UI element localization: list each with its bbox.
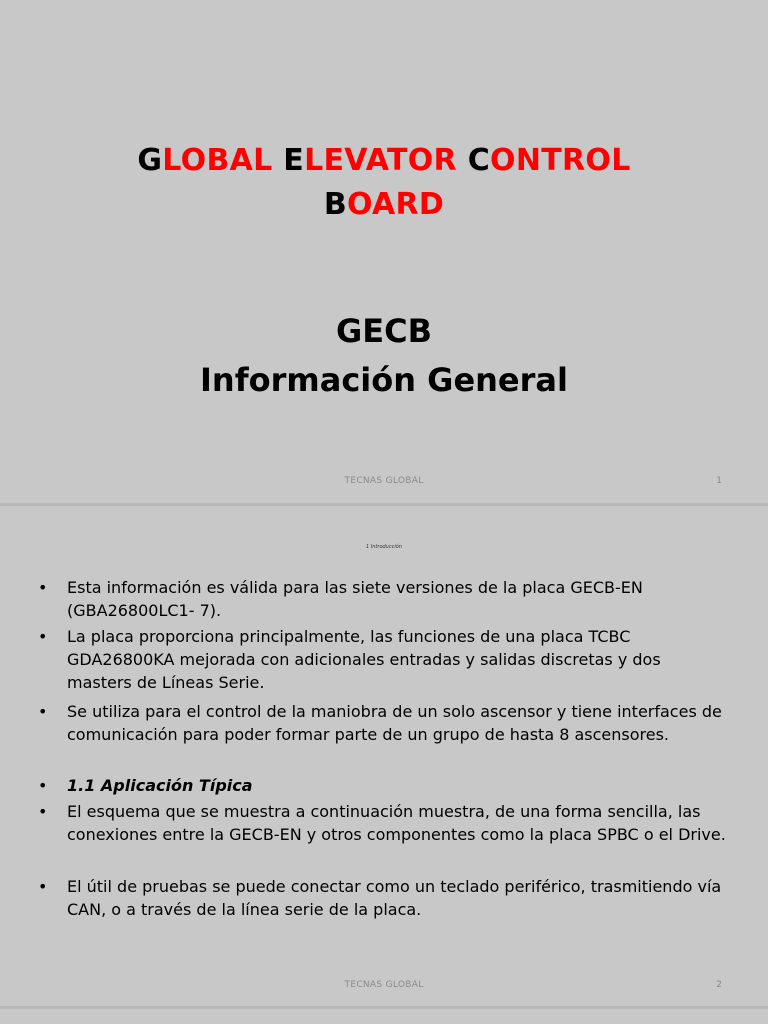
bullet-text: La placa proporciona principalmente, las funciones de una placa TCBC GDA26800KA mejorada con adicionales entradas y salidas discretas y dos masters de Líneas Serie. <box>67 627 661 692</box>
title-letter-g: G <box>137 143 163 178</box>
title-letter-c: C <box>467 143 491 178</box>
bullet-text: Esta información es válida para las siete versiones de la placa GECB-EN (GBA26800LC1- 7). <box>67 578 643 620</box>
bullet-text-subheading: 1.1 Aplicación Típica <box>67 776 253 795</box>
slide-2 <box>0 506 768 1006</box>
title-word-levator: LEVATOR <box>304 143 468 178</box>
title-letter-b: B <box>323 187 348 222</box>
footer-text: TECNAS GLOBAL <box>344 980 424 990</box>
subtitle-gecb: GECB <box>336 312 432 350</box>
slide-1 <box>0 0 768 503</box>
title-word-ontrol: ONTROL <box>490 143 631 178</box>
bullet-text: El esquema que se muestra a continuación muestra, de una forma sencilla, las conexiones entre la GECB-EN y otros componentes como la placa SPBC o el Drive. <box>67 802 726 844</box>
bullet-text: El útil de pruebas se puede conectar como un teclado periférico, trasmitiendo vía CAN, o a través de la línea serie de la placa. <box>67 877 722 919</box>
bullet-symbol: • <box>38 578 48 597</box>
slide-3-partial <box>0 1009 768 1024</box>
title-word-oard: OARD <box>347 187 445 222</box>
bullet-text: Se utiliza para el control de la maniobra de un solo ascensor y tiene interfaces de comunicación para poder formar parte de un grupo de hasta 8 ascensores. <box>67 702 722 744</box>
subtitle-informacion-general: Información General <box>200 361 568 399</box>
bullet-symbol: • <box>38 702 48 721</box>
title-word-lobal: LOBAL <box>162 143 284 178</box>
page-number: 1 <box>716 476 722 486</box>
slide-heading: 1 Introducción <box>366 544 402 550</box>
footer-text: TECNAS GLOBAL <box>344 476 424 486</box>
bullet-symbol: • <box>38 776 48 795</box>
title-line-1 <box>0 143 768 178</box>
bullet-symbol: • <box>38 627 48 646</box>
bullet-symbol: • <box>38 802 48 821</box>
page-number: 2 <box>716 980 722 990</box>
title-letter-e: E <box>283 143 305 178</box>
bullet-symbol: • <box>38 877 48 896</box>
title-line-2 <box>0 187 768 222</box>
